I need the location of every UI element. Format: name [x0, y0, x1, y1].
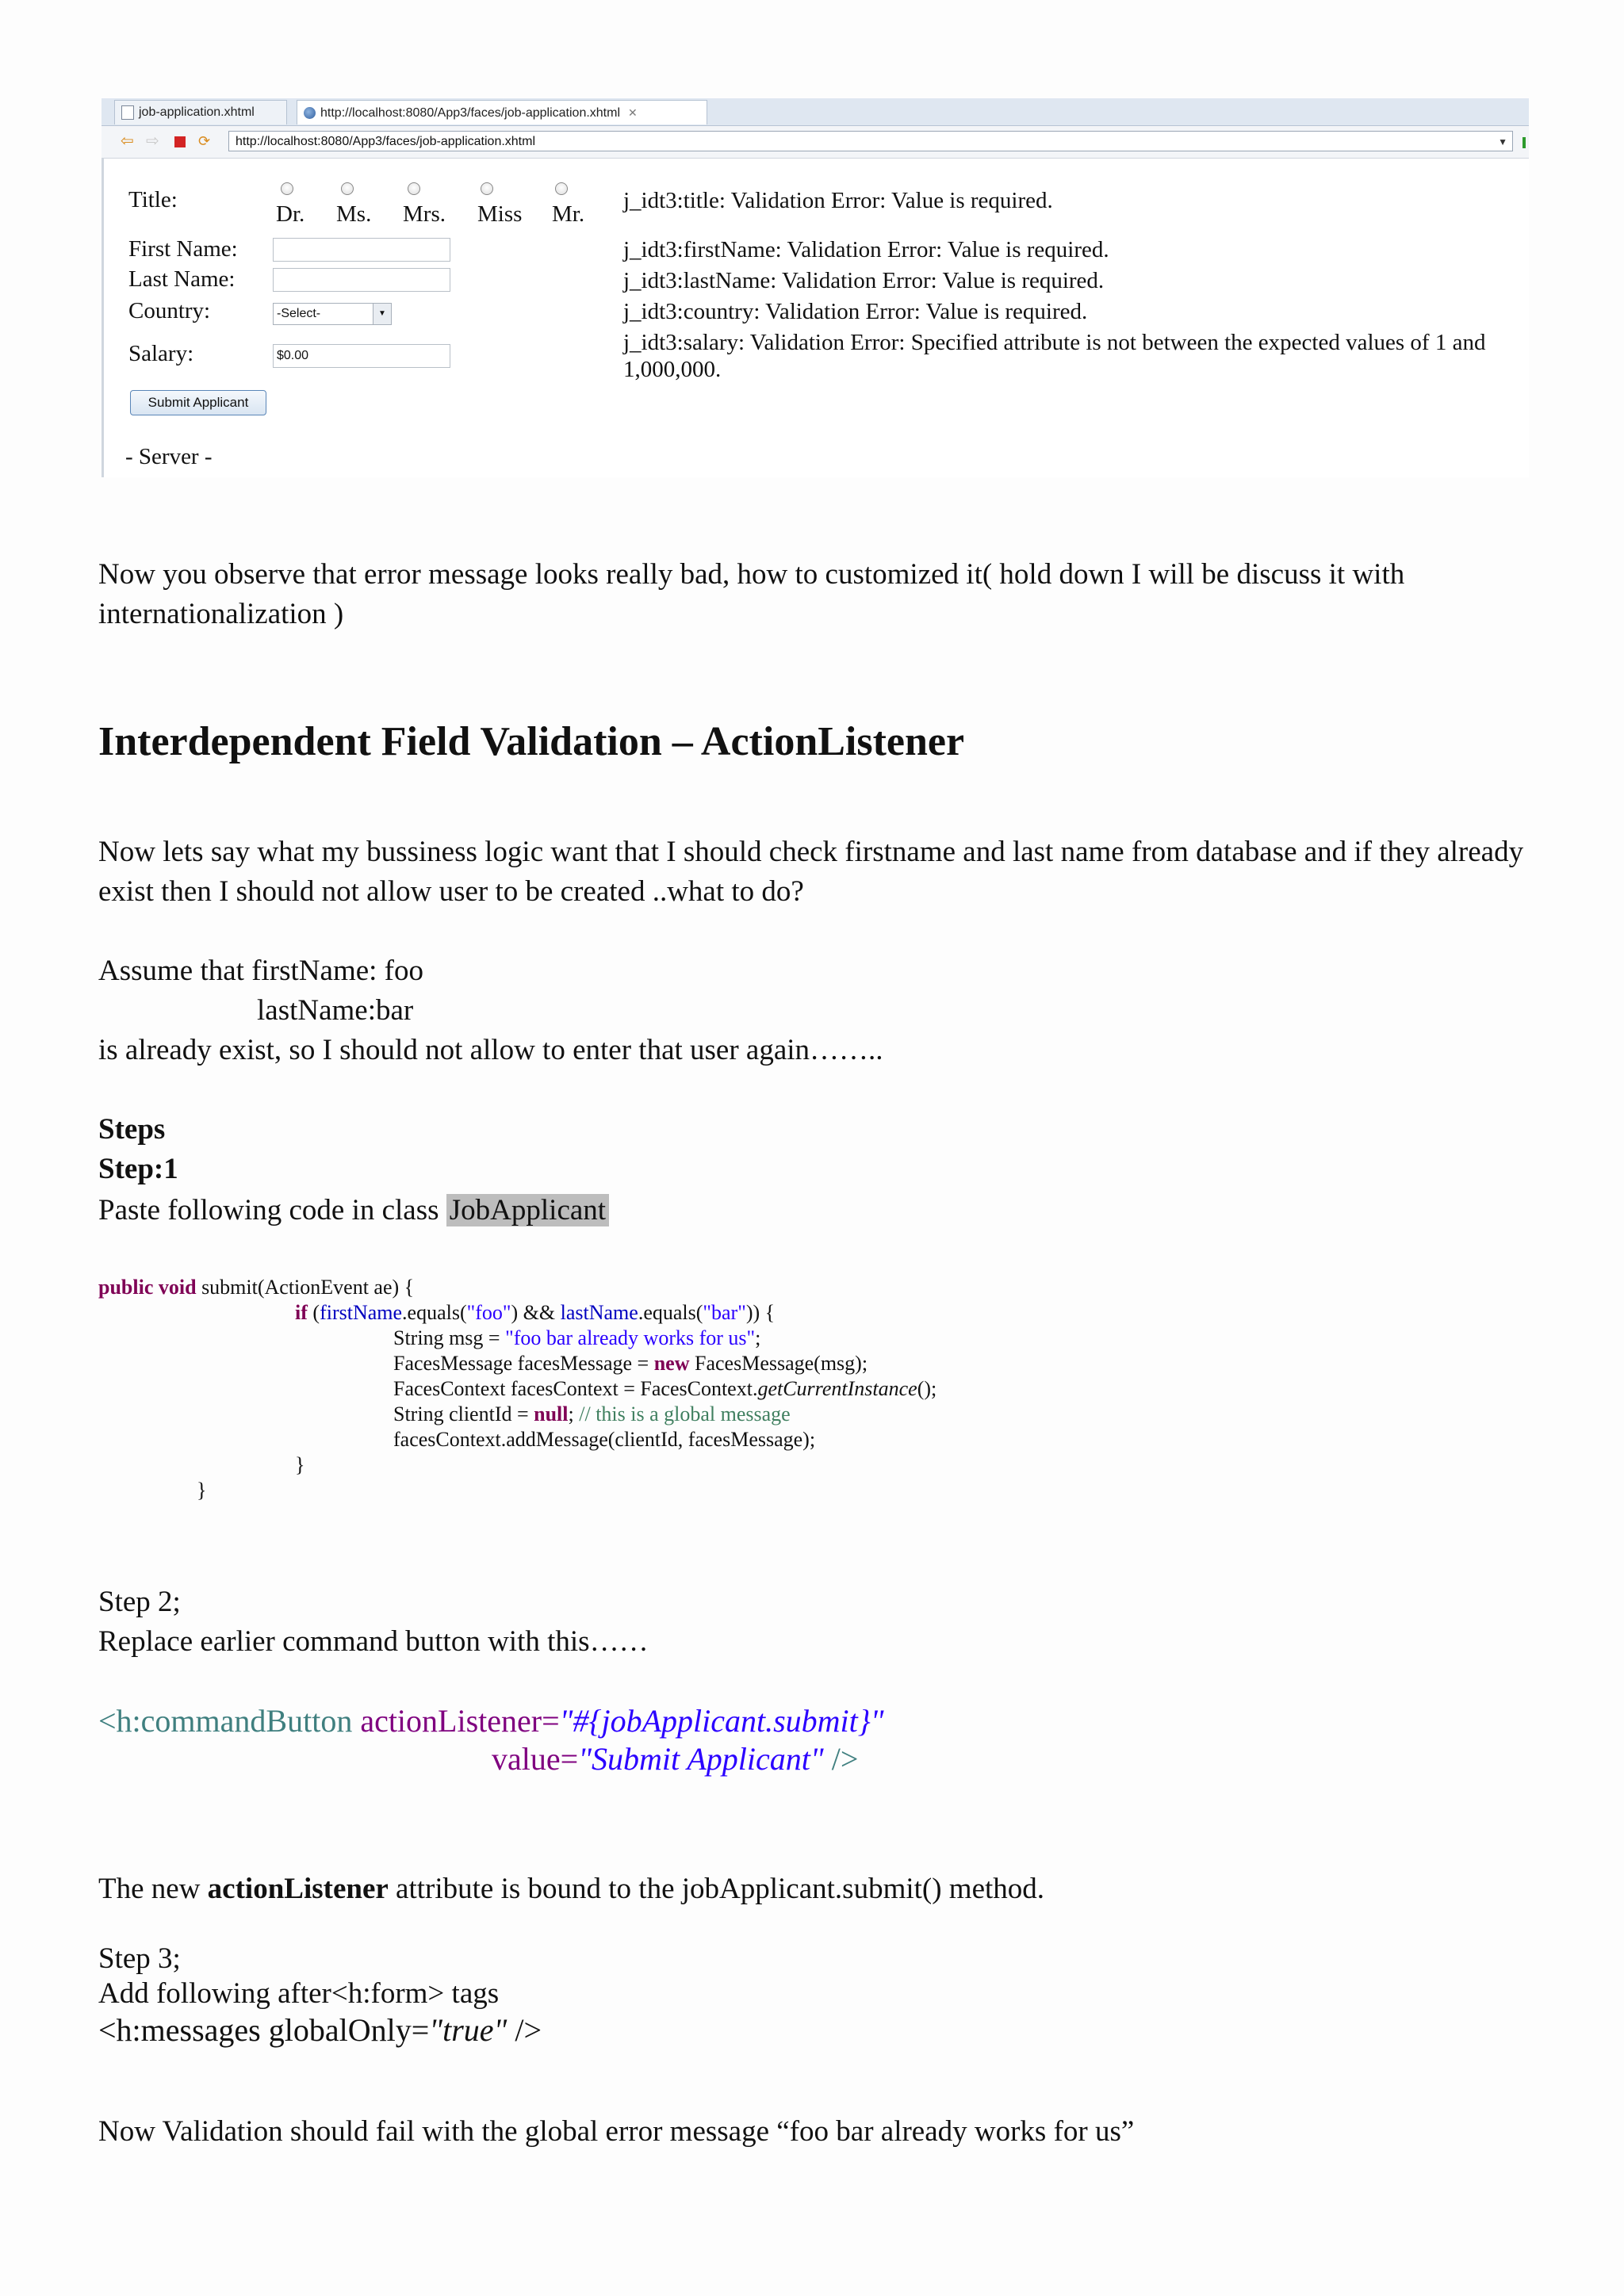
code-method: getCurrentInstance [757, 1377, 917, 1400]
forward-arrow-icon[interactable]: ⇨ [146, 132, 159, 150]
business-logic-paragraph: Now lets say what my bussiness logic want that I should check firstname and last name from database and if they already exist then I should not allow user to be created ..what to do? [98, 836, 1524, 908]
step3-instruction: Add following after<h:form> tags [98, 1977, 500, 2010]
radio-miss[interactable] [481, 182, 493, 195]
assume-line-1: Assume that firstName: foo [98, 955, 423, 987]
step2-heading: Step 2; [98, 1586, 181, 1618]
xml-attribute: value= [492, 1741, 579, 1777]
messages-close: /> [507, 2012, 542, 2048]
radio-mrs[interactable] [408, 182, 420, 195]
step2-instruction: Replace earlier command button with this…… [98, 1625, 649, 1658]
radio-label-mr: Mr. [552, 201, 585, 227]
salary-field[interactable]: $0.00 [273, 344, 450, 368]
url-text: http://localhost:8080/App3/faces/job-application.xhtml [236, 135, 536, 148]
radio-label-dr: Dr. [276, 201, 305, 227]
xml-tag: <h:commandButton [98, 1703, 353, 1739]
radio-label-miss: Miss [477, 201, 523, 227]
code-text: String msg = [393, 1326, 506, 1349]
xml-value: "#{jobApplicant.submit}" [559, 1703, 884, 1739]
step1-heading: Step:1 [98, 1153, 178, 1185]
code-field: lastName [560, 1301, 638, 1324]
chevron-down-icon[interactable]: ▼ [373, 304, 391, 324]
tab-label: job-application.xhtml [139, 105, 255, 119]
error-message-last-name: j_idt3:lastName: Validation Error: Value is required. [623, 268, 1105, 293]
binding-attribute-name: actionListener [207, 1873, 389, 1905]
divider [102, 158, 104, 477]
first-name-label: First Name: [128, 236, 238, 262]
intro-paragraph: Now you observe that error message looks really bad, how to customized it( hold down I will be discuss it with internationalization ) [98, 558, 1405, 630]
country-value: -Select- [277, 307, 321, 320]
class-name-highlight: JobApplicant [446, 1194, 609, 1226]
code-line-2: if (firstName.equals("foo") && lastName.equals("bar")) { [295, 1301, 776, 1324]
status-indicator [1522, 137, 1526, 148]
browser-tab-bar [102, 98, 1529, 126]
messages-tag: <h:messages globalOnly= [98, 2012, 430, 2048]
assume-line-3: is already exist, so I should not allow to enter that user again…….. [98, 1034, 883, 1066]
code-text: String clientId = [393, 1402, 534, 1425]
code-text: submit(ActionEvent ae) { [196, 1276, 415, 1299]
code-line-7: facesContext.addMessage(clientId, facesMessage); [393, 1428, 816, 1451]
code-keyword: if [295, 1301, 308, 1324]
messages-value: "true" [429, 2012, 508, 2048]
close-icon[interactable]: ✕ [628, 106, 638, 119]
error-message-title: j_idt3:title: Validation Error: Value is required. [623, 188, 1053, 213]
code-line-5 [393, 1376, 936, 1402]
steps-heading: Steps [98, 1113, 166, 1146]
final-paragraph: Now Validation should fail with the global error message “foo bar already works for us” [98, 2115, 1135, 2148]
code-line-3: String msg = "foo bar already works for us"; [393, 1326, 761, 1349]
code-line-4 [393, 1351, 868, 1376]
code-comment: // this is a global message [579, 1402, 791, 1425]
code-string: "foo bar already works for us" [505, 1326, 756, 1349]
refresh-icon[interactable]: ⟳ [198, 133, 211, 149]
radio-label-ms: Ms. [336, 201, 372, 227]
step1-instruction [98, 1191, 1542, 1230]
xml-command-button-line-1 [98, 1701, 1542, 1741]
radio-ms[interactable] [341, 182, 354, 195]
code-text: (); [917, 1377, 937, 1400]
section-heading: Interdependent Field Validation – ActionListener [98, 719, 965, 764]
file-icon [121, 105, 134, 120]
country-select[interactable] [273, 303, 392, 325]
code-text: FacesMessage facesMessage = [393, 1352, 654, 1375]
code-keyword: null [534, 1402, 569, 1425]
code-string: "bar" [703, 1301, 746, 1324]
submit-applicant-button[interactable]: Submit Applicant [130, 390, 266, 415]
radio-dr[interactable] [281, 182, 293, 195]
xml-value: "Submit Applicant" [578, 1741, 824, 1777]
code-keyword: new [653, 1352, 690, 1375]
stop-icon[interactable] [174, 136, 186, 147]
messages-tag-line [98, 2011, 1542, 2050]
code-string: "foo" [466, 1301, 511, 1324]
url-bar[interactable] [228, 131, 1513, 151]
browser-toolbar [102, 126, 1529, 159]
code-line-6: String clientId = null; // this is a global message [393, 1402, 791, 1425]
step1-text: Paste following code in class [98, 1194, 446, 1226]
code-keyword: public void [98, 1276, 197, 1299]
code-close-if: } [295, 1453, 305, 1476]
tab-job-application-browser[interactable] [297, 100, 707, 124]
code-close-method: } [197, 1479, 207, 1502]
xml-tag-close: /> [831, 1741, 859, 1777]
binding-text: The new [98, 1873, 208, 1905]
title-label: Title: [128, 187, 178, 212]
radio-mr[interactable] [555, 182, 568, 195]
server-label: - Server - [125, 444, 213, 469]
code-field: firstName [320, 1301, 403, 1324]
code-text: FacesContext facesContext = FacesContext. [393, 1377, 758, 1400]
error-message-country: j_idt3:country: Validation Error: Value is required. [623, 299, 1088, 324]
code-line-1 [98, 1275, 414, 1300]
code-text: FacesMessage(msg); [689, 1352, 868, 1375]
last-name-label: Last Name: [128, 266, 236, 292]
step3-heading: Step 3; [98, 1942, 181, 1975]
assume-line-2: lastName:bar [257, 994, 414, 1027]
browser-screenshot [102, 98, 1529, 477]
xml-command-button-line-2 [492, 1739, 1522, 1779]
first-name-field[interactable] [273, 238, 450, 262]
globe-icon [304, 107, 316, 119]
binding-explanation [98, 1869, 1542, 1909]
binding-text: attribute is bound to the jobApplicant.submit() method. [388, 1873, 1045, 1905]
error-message-first-name: j_idt3:firstName: Validation Error: Value is required. [623, 237, 1109, 262]
salary-label: Salary: [128, 341, 194, 366]
back-arrow-icon[interactable]: ⇦ [121, 132, 134, 150]
tab-label: http://localhost:8080/App3/faces/job-application.xhtml [320, 106, 621, 120]
last-name-field[interactable] [273, 268, 450, 292]
chevron-down-icon[interactable]: ▼ [1498, 136, 1507, 147]
error-message-salary: j_idt3:salary: Validation Error: Specified attribute is not between the expected values of 1 and 1,000,000. [623, 330, 1486, 382]
xml-attribute: actionListener= [360, 1703, 560, 1739]
country-label: Country: [128, 298, 211, 323]
tab-job-application-source[interactable] [114, 100, 287, 124]
radio-label-mrs: Mrs. [403, 201, 446, 227]
